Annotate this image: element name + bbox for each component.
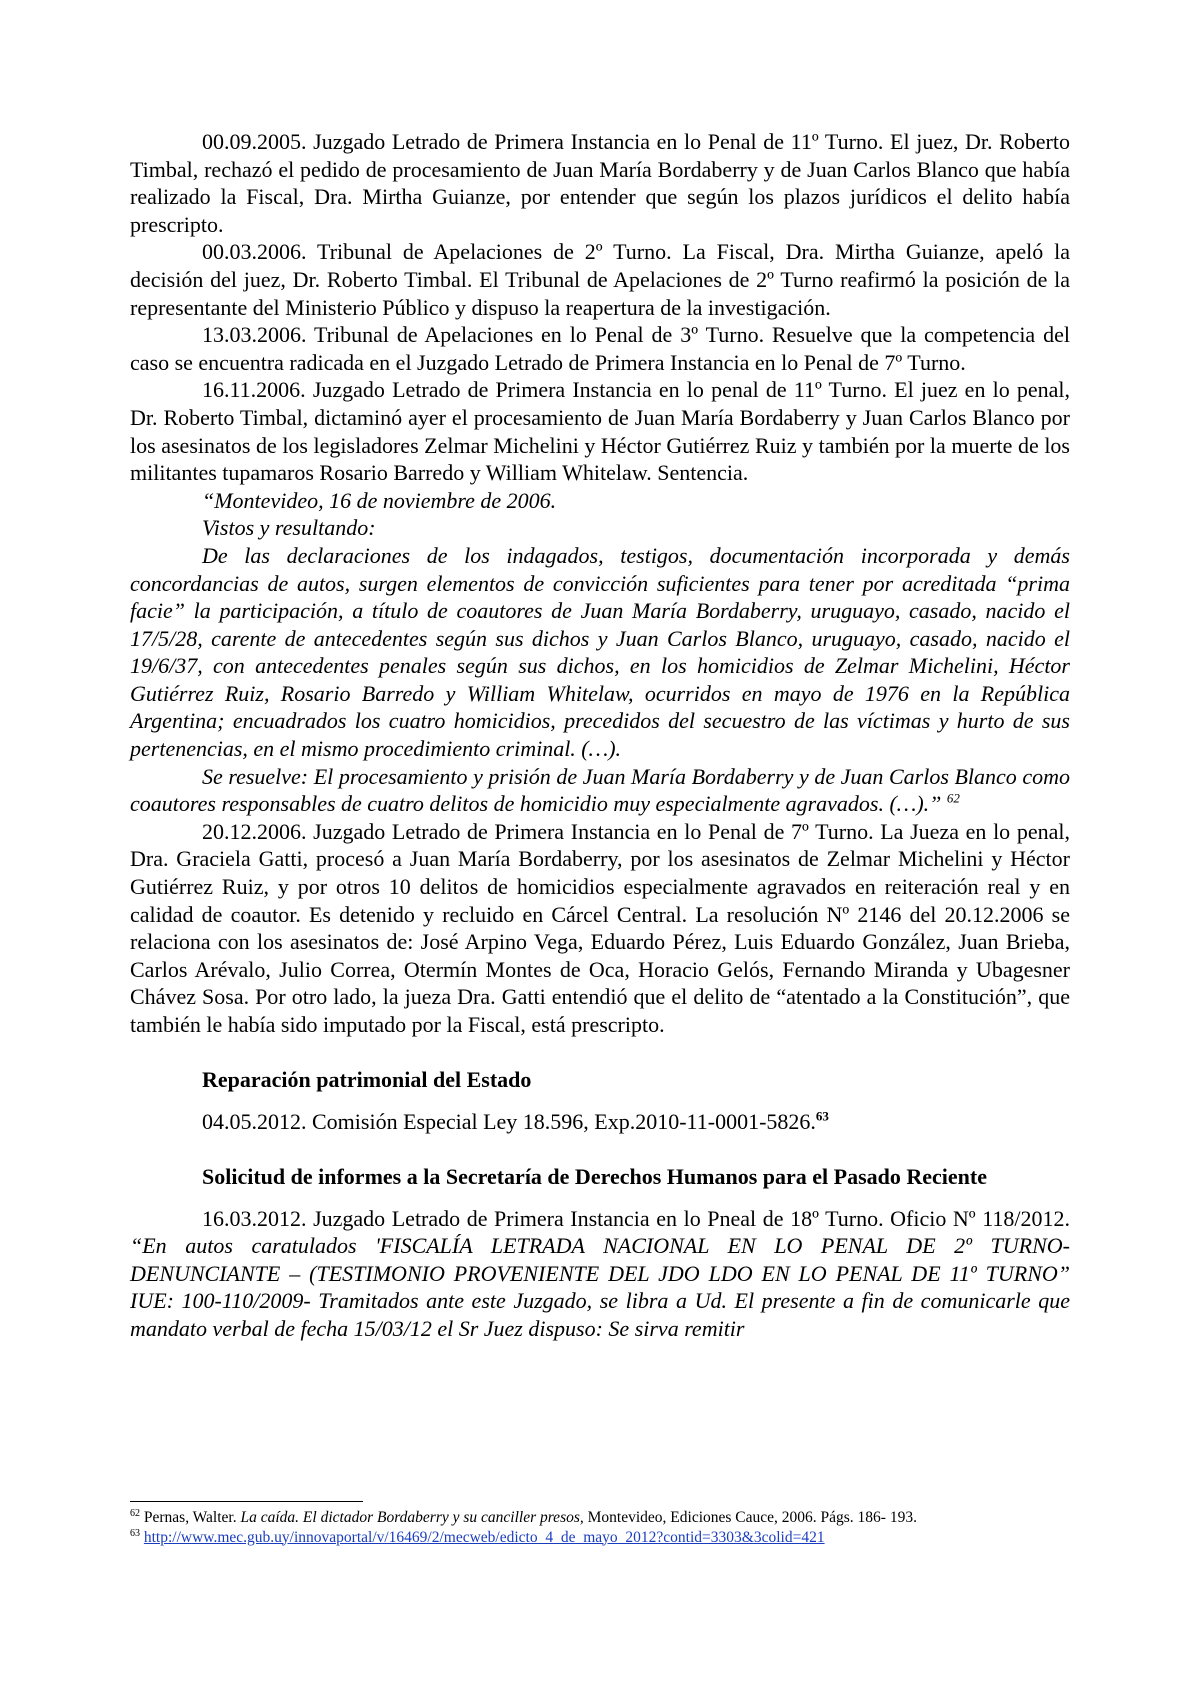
quote-date: “Montevideo, 16 de noviembre de 2006. bbox=[202, 487, 557, 513]
footnotes bbox=[130, 1508, 1070, 1547]
paragraph-2012-03-16-quote: “En autos caratulados 'FISCALÍA LETRADA NACIONAL EN LO PENAL DE 2º TURNO- DENUNCIANTE – (TESTIMONIO PROVENIENTE DEL JDO LDO EN LO PENAL DE 11º TURNO” IUE: 100-110/2009- Tramitados ante este Juzgado, se libra a Ud. El presente a fin de comunicarle que mandato verbal de fecha 15/03/12 el Sr Juez dispuso: Se sirva remitir bbox=[130, 1233, 1070, 1341]
paragraph-2012-05-04-text: 04.05.2012. Comisión Especial Ley 18.596, Exp.2010-11-0001-5826. bbox=[202, 1108, 816, 1134]
footnote-ref-62[interactable]: 62 bbox=[946, 790, 960, 806]
footnote-63-link[interactable]: http://www.mec.gub.uy/innovaportal/v/16469/2/mecweb/edicto_4_de_mayo_2012?contid=3303&3colid=421 bbox=[143, 1528, 825, 1546]
quote-paragraph-1: De las declaraciones de los indagados, testigos, documentación incorporada y demás concordancias de autos, surgen elementos de convicción suficientes para tener por acreditada “prima facie” la participación, a título de coautores de Juan María Bordaberry, uruguayo, casado, nacido el 17/5/28, carente de antecedentes según sus dichos y Juan Carlos Blanco, uruguayo, casado, nacido el 19/6/37, con antecedentes penales según sus dichos, en los homicidios de Zelmar Michelini, Héctor Gutiérrez Ruiz, Rosario Barredo y William Whitelaw, ocurridos en mayo de 1976 en la República Argentina; encuadrados los cuatro homicidios, precedidos del secuestro de las víctimas y hurto de sus pertenencias, en el mismo procedimiento criminal. (…). bbox=[130, 542, 1070, 762]
paragraph-2006-12-20: 20.12.2006. Juzgado Letrado de Primera Instancia en lo Penal de 7º Turno. La Jueza en lo penal, Dra. Graciela Gatti, procesó a Juan María Bordaberry, por los asesinatos de Zelmar Michelini y Héctor Gutiérrez Ruiz, y por otros 10 delitos de homicidios especialmente agravados en reiteración real y en calidad de coautor. Es detenido y recluido en Cárcel Central. La resolución Nº 2146 del 20.12.2006 se relaciona con los asesinatos de: José Arpino Vega, Eduardo Pérez, Luis Eduardo González, Juan Brieba, Carlos Arévalo, Julio Correa, Otermín Montes de Oca, Horacio Gelós, Fernando Miranda y Ubagesner Chávez Sosa. Por otro lado, la jueza Dra. Gatti entendió que el delito de “atentado a la Constitución”, que también le había sido imputado por la Fiscal, está prescripto. bbox=[130, 818, 1070, 1037]
quote-paragraph-2-text: Se resuelve: El procesamiento y prisión de Juan María Bordaberry y de Juan Carlos Blanco como coautores responsables de cuatro delitos de homicidio muy especialmente agravados. (…).” bbox=[130, 763, 1070, 817]
document-body bbox=[130, 128, 1070, 1343]
paragraph-2006-03-appeal: 00.03.2006. Tribunal de Apelaciones de 2º Turno. La Fiscal, Dra. Mirtha Guianze, apeló la decisión del juez, Dr. Roberto Timbal. El Tribunal de Apelaciones de 2º Turno reafirmó la posición de la representante del Ministerio Público y dispuso la reapertura de la investigación. bbox=[130, 239, 1070, 320]
footnote-63 bbox=[130, 1528, 1070, 1548]
footnote-62 bbox=[130, 1508, 1070, 1528]
paragraph-2012-03-16-plain: 16.03.2012. Juzgado Letrado de Primera Instancia en lo Pneal de 18º Turno. Oficio Nº 118/2012. bbox=[202, 1205, 1070, 1231]
section-heading-reparacion: Reparación patrimonial del Estado bbox=[202, 1067, 532, 1093]
paragraph-2012-03-16 bbox=[130, 1205, 1070, 1343]
section-heading-solicitud: Solicitud de informes a la Secretaría de Derechos Humanos para el Pasado Reciente bbox=[202, 1163, 987, 1189]
quote-paragraph-2 bbox=[130, 763, 1070, 818]
footnote-62-title: La caída. El dictador Bordaberry y su canciller presos, bbox=[240, 1509, 584, 1526]
footnote-62-number: 62 bbox=[130, 1507, 140, 1519]
paragraph-2006-03-13: 13.03.2006. Tribunal de Apelaciones en lo Penal de 3º Turno. Resuelve que la competencia del caso se encuentra radicada en el Juzgado Letrado de Primera Instancia en lo Penal de 7º Turno. bbox=[130, 322, 1070, 375]
footnote-62-rest: Montevideo, Ediciones Cauce, 2006. Págs. 186- 193. bbox=[583, 1509, 917, 1526]
footnote-ref-63[interactable]: 63 bbox=[815, 1108, 829, 1124]
footnote-63-number: 63 bbox=[130, 1527, 140, 1539]
footnote-separator bbox=[130, 1501, 363, 1502]
paragraph-2006-11-16: 16.11.2006. Juzgado Letrado de Primera Instancia en lo penal de 11º Turno. El juez en lo penal, Dr. Roberto Timbal, dictaminó ayer el procesamiento de Juan María Bordaberry y Juan Carlos Blanco por los asesinatos de los legisladores Zelmar Michelini y Héctor Gutiérrez Ruiz y también por la muerte de los militantes tupamaros Rosario Barredo y William Whitelaw. Sentencia. bbox=[130, 377, 1070, 486]
paragraph-2005-09: 00.09.2005. Juzgado Letrado de Primera Instancia en lo Penal de 11º Turno. El juez, Dr. Roberto Timbal, rechazó el pedido de procesamiento de Juan María Bordaberry y de Juan Carlos Blanco que había realizado la Fiscal, Dra. Mirtha Guianze, por entender que según los plazos jurídicos el delito había prescripto. bbox=[130, 129, 1070, 237]
footnote-62-author: Pernas, Walter. bbox=[140, 1509, 241, 1526]
paragraph-2012-05-04 bbox=[130, 1108, 1070, 1136]
quote-vistos: Vistos y resultando: bbox=[202, 515, 376, 541]
